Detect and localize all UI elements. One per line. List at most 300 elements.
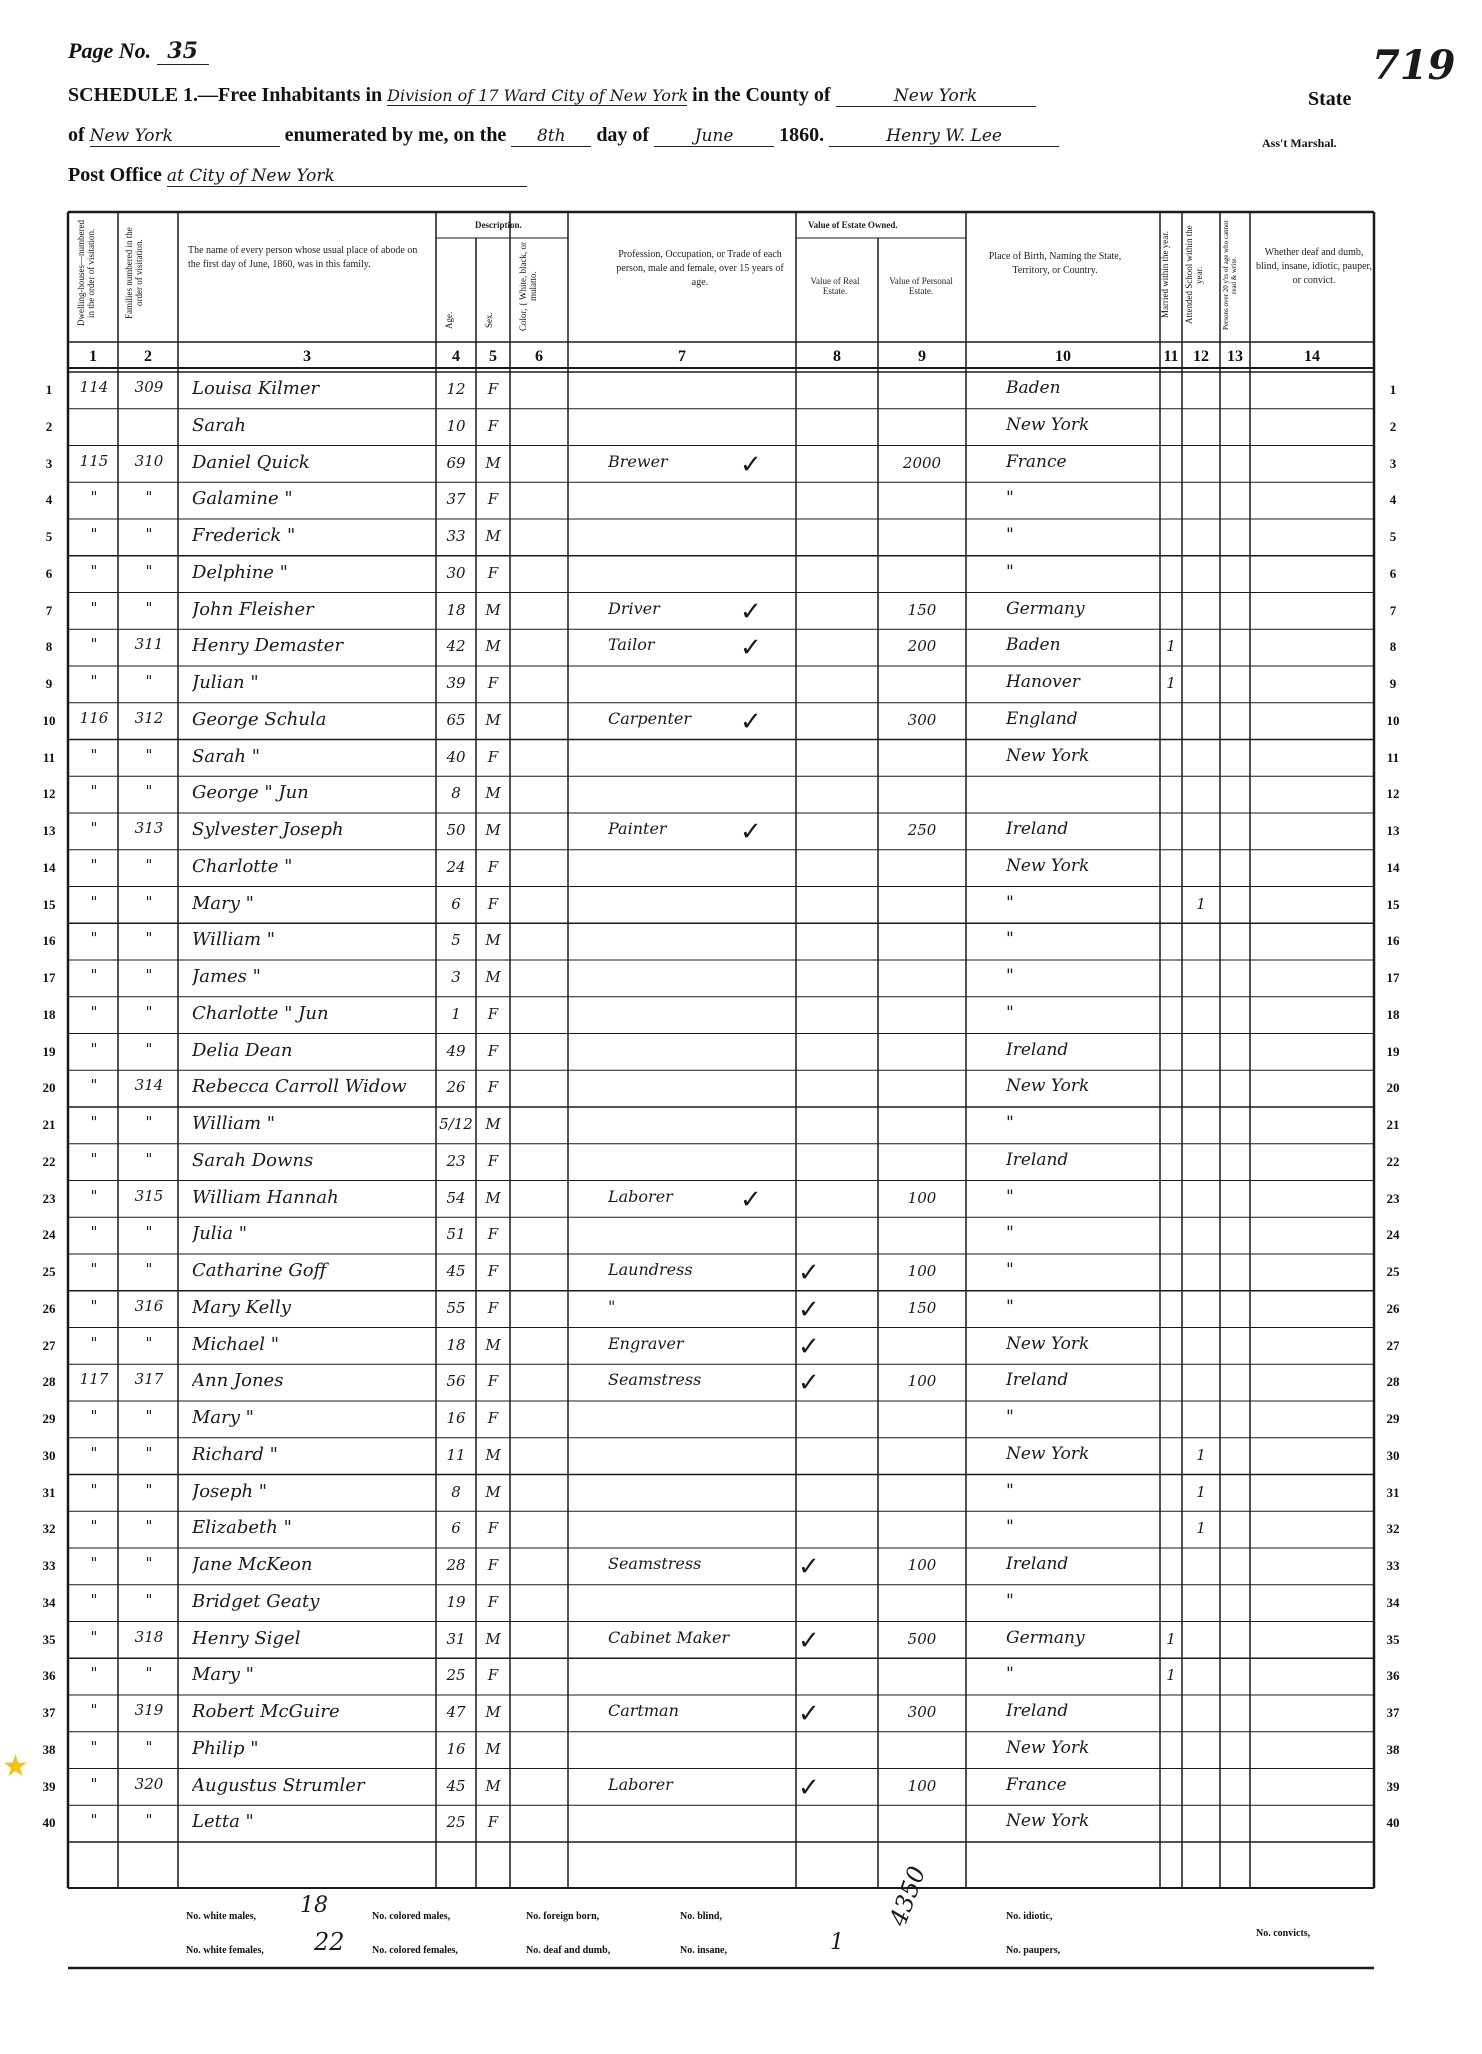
place-of-birth: Ireland	[1006, 1370, 1069, 1391]
occupation: Cabinet Maker	[608, 1627, 730, 1647]
dwelling-number: 114	[79, 378, 109, 396]
age: 30	[446, 563, 466, 582]
place-of-birth: England	[1006, 708, 1078, 729]
sex: M	[485, 931, 501, 950]
place-of-birth: "	[1006, 1002, 1014, 1023]
sex: F	[487, 1519, 499, 1538]
dwelling-number: "	[90, 561, 98, 580]
place-of-birth: "	[1006, 1260, 1014, 1280]
sex: F	[487, 1041, 499, 1060]
tally-check-icon: ✓	[740, 1184, 762, 1215]
column-number: 9	[918, 348, 926, 365]
place-of-birth: "	[1006, 1407, 1014, 1427]
row-number-right: 10	[1386, 712, 1400, 728]
dwelling-number: "	[90, 966, 98, 984]
personal-estate-value: 2000	[902, 453, 942, 472]
age: 50	[446, 821, 466, 839]
married-within-year: 1	[1166, 637, 1176, 656]
col-1-header: Dwelling-houses—numbered in the order of visitation.	[76, 220, 96, 326]
estate-header: Value of Estate Owned.	[808, 220, 898, 230]
row-number-left: 30	[42, 1447, 56, 1463]
column-number: 6	[535, 348, 543, 365]
dwelling-number: "	[90, 598, 98, 617]
age: 16	[446, 1409, 466, 1427]
age: 18	[446, 1335, 466, 1354]
personal-estate-value: 100	[907, 1262, 937, 1280]
dwelling-number: "	[90, 1186, 98, 1205]
age: 1	[451, 1004, 461, 1023]
person-name: Delphine "	[192, 561, 288, 583]
tally-check-icon: ✓	[740, 449, 762, 480]
family-number: 318	[134, 1627, 164, 1646]
age: 33	[446, 527, 466, 545]
row-number-right: 17	[1386, 970, 1400, 985]
family-number: "	[145, 1002, 153, 1021]
place-of-birth: "	[1006, 1186, 1014, 1207]
family-number: 319	[134, 1701, 164, 1719]
dwelling-number: "	[90, 1002, 98, 1021]
row-number-left: 25	[42, 1264, 56, 1279]
tally-check-icon: ✓	[740, 596, 762, 627]
sex: F	[487, 1078, 499, 1097]
place-of-birth: "	[1006, 929, 1014, 950]
person-name: John Fleisher	[192, 598, 314, 620]
sex: M	[485, 1776, 501, 1795]
age: 31	[446, 1629, 466, 1648]
row-number-left: 27	[42, 1337, 56, 1353]
family-number: "	[145, 1737, 153, 1756]
white-females-label: No. white females,	[186, 1945, 264, 1956]
col-14-header: Whether deaf and dumb, blind, insane, idiotic, pauper, or convict.	[1256, 247, 1372, 286]
occupation: Laborer	[608, 1186, 673, 1206]
age: 65	[446, 710, 466, 729]
deaf-dumb-label: No. deaf and dumb,	[526, 1945, 611, 1956]
dwelling-number: "	[90, 635, 98, 654]
page-label: Page No. 35	[68, 38, 209, 65]
family-number: "	[145, 966, 153, 984]
row-number-right: 33	[1386, 1558, 1400, 1573]
schedule-title-line: SCHEDULE 1.—Free Inhabitants in Division of 17 Ward City of New York in the County of New York	[68, 84, 1036, 107]
place-of-birth: "	[1006, 1296, 1014, 1317]
family-number: "	[145, 1149, 153, 1168]
row-number-left: 9	[45, 676, 53, 691]
col-11-header: Married within the year.	[1160, 231, 1170, 319]
row-number-right: 2	[1389, 418, 1397, 434]
col-8-header: Value of Real Estate.	[810, 276, 860, 296]
age: 11	[446, 1445, 466, 1464]
dwelling-number: "	[90, 1039, 98, 1058]
dwelling-number: "	[90, 1113, 98, 1131]
occupation: "	[608, 1296, 616, 1316]
sex: M	[485, 1115, 501, 1133]
sex: F	[487, 747, 499, 766]
family-number: "	[145, 525, 153, 543]
person-name: Augustus Strumler	[192, 1774, 365, 1796]
row-number-left: 16	[42, 933, 56, 949]
age: 19	[446, 1592, 466, 1611]
family-number: 312	[134, 708, 164, 727]
person-name: Julian "	[192, 672, 259, 693]
sex: F	[487, 1262, 499, 1280]
person-name: Henry Sigel	[192, 1627, 301, 1649]
row-number-left: 32	[42, 1521, 56, 1537]
place-of-birth: France	[1006, 451, 1067, 472]
col-3-header: The name of every person whose usual place of abode on the first day of June, 1860, was in this family.	[188, 245, 418, 270]
family-number: "	[145, 1590, 153, 1609]
col-7-header: Profession, Occupation, or Trade of each person, male and female, over 15 years of age.	[616, 249, 784, 288]
idiotic-label: No. idiotic,	[1006, 1911, 1053, 1922]
row-number-right: 23	[1386, 1190, 1400, 1206]
row-number-left: 37	[42, 1705, 56, 1720]
place-of-birth: New York	[1006, 1811, 1090, 1832]
occupation: Laundress	[608, 1260, 693, 1279]
family-number: "	[145, 782, 153, 801]
person-name: Jane McKeon	[192, 1554, 313, 1575]
row-number-left: 39	[42, 1778, 56, 1794]
sex: M	[485, 1445, 501, 1464]
person-name: Charlotte "	[192, 855, 293, 877]
attended-school: 1	[1196, 1482, 1206, 1501]
sex: M	[485, 600, 501, 619]
family-number: 315	[134, 1186, 164, 1205]
family-number: 309	[134, 378, 164, 396]
person-name: Robert McGuire	[192, 1701, 340, 1722]
post-office-line: Post Office at City of New York	[68, 164, 527, 187]
row-number-right: 35	[1386, 1631, 1400, 1647]
person-name: Julia "	[192, 1223, 248, 1245]
person-name: Rebecca Carroll Widow	[192, 1076, 407, 1098]
dwelling-number: 116	[79, 708, 109, 727]
row-number-right: 7	[1389, 602, 1397, 618]
person-name: Galamine "	[192, 488, 293, 510]
family-number: "	[145, 929, 153, 948]
family-number: 313	[134, 819, 164, 837]
tally-check-icon: ✓	[798, 1699, 820, 1729]
age: 5	[451, 931, 461, 950]
tally-check-icon: ✓	[798, 1368, 820, 1399]
sex: F	[487, 1592, 499, 1611]
row-number-right: 34	[1386, 1594, 1400, 1610]
sex: M	[485, 1629, 501, 1648]
person-name: William "	[192, 929, 276, 951]
person-name: Ann Jones	[192, 1370, 284, 1392]
row-number-left: 19	[42, 1043, 56, 1059]
person-name: Henry Demaster	[192, 635, 344, 657]
sex: F	[487, 490, 499, 509]
row-number-right: 16	[1386, 933, 1400, 949]
colored-females-label: No. colored females,	[372, 1945, 458, 1956]
row-number-left: 33	[42, 1558, 56, 1573]
sex: M	[485, 710, 501, 729]
family-number: "	[145, 1407, 153, 1425]
col-4-header: Age.	[444, 311, 454, 329]
dwelling-number: "	[90, 745, 98, 764]
row-number-left: 21	[42, 1117, 56, 1132]
place-of-birth: Ireland	[1006, 819, 1069, 839]
blind-label: No. blind,	[680, 1911, 722, 1922]
family-number: "	[145, 1664, 153, 1683]
person-name: Mary "	[192, 1664, 254, 1686]
sex: M	[485, 1703, 501, 1721]
family-number: 317	[134, 1370, 164, 1389]
person-name: Sylvester Joseph	[192, 819, 344, 840]
dwelling-number: "	[90, 488, 98, 507]
sex: F	[487, 1666, 499, 1685]
tally-check-icon: ✓	[798, 1294, 820, 1325]
marshal-field: Henry W. Lee	[829, 126, 1059, 147]
married-within-year: 1	[1166, 674, 1176, 692]
row-number-left: 40	[42, 1815, 56, 1831]
place-of-birth: New York	[1006, 1333, 1090, 1354]
sex: F	[487, 894, 499, 913]
column-number: 8	[833, 348, 841, 365]
tally-check-icon: ✓	[740, 633, 762, 664]
age: 24	[446, 857, 466, 876]
row-number-left: 38	[42, 1741, 56, 1757]
sex: F	[487, 380, 499, 398]
age: 8	[451, 784, 461, 803]
sex: F	[487, 1409, 499, 1427]
married-within-year: 1	[1166, 1629, 1176, 1648]
dwelling-number: "	[90, 1590, 98, 1609]
family-number: "	[145, 892, 153, 911]
row-number-left: 14	[42, 859, 56, 875]
sex: F	[487, 563, 499, 582]
age: 10	[446, 416, 466, 435]
age: 45	[446, 1776, 466, 1795]
dwelling-number: "	[90, 1260, 98, 1278]
row-number-left: 3	[45, 455, 53, 471]
family-number: "	[145, 1039, 153, 1058]
col-6-header: Color, { White, black, or mulatto.	[518, 241, 538, 331]
tally-check-icon: ✓	[798, 1331, 820, 1362]
row-number-right: 40	[1386, 1815, 1400, 1831]
dwelling-number: "	[90, 1627, 98, 1646]
person-name: Elizabeth "	[192, 1517, 292, 1539]
place-of-birth: "	[1006, 525, 1014, 545]
age: 26	[446, 1078, 466, 1097]
row-number-right: 24	[1386, 1227, 1400, 1243]
row-number-left: 28	[42, 1374, 56, 1390]
person-name: James "	[192, 966, 261, 987]
sex: M	[485, 1335, 501, 1354]
age: 37	[446, 490, 466, 509]
family-number: "	[145, 855, 153, 874]
county-field: New York	[836, 86, 1036, 107]
col-10-header: Place of Birth, Naming the State, Territory, or Country.	[988, 251, 1122, 276]
personal-estate-value: 150	[907, 600, 937, 619]
person-name: Sarah	[192, 414, 246, 436]
age: 42	[446, 637, 466, 656]
age: 69	[446, 453, 466, 472]
family-number: 310	[134, 451, 164, 470]
sex: F	[487, 1813, 499, 1832]
place-of-birth: "	[1006, 1223, 1014, 1244]
row-number-left: 17	[42, 970, 56, 985]
description-header: Description.	[475, 220, 522, 230]
tally-check-icon: ✓	[740, 817, 762, 847]
row-number-right: 27	[1386, 1337, 1400, 1353]
state-field: New York	[90, 126, 280, 147]
age: 25	[446, 1666, 466, 1685]
sex: F	[487, 1225, 499, 1244]
person-name: Sarah Downs	[192, 1149, 314, 1171]
place-of-birth: Germany	[1006, 1627, 1085, 1648]
row-number-left: 7	[45, 602, 53, 618]
convicts-label: No. convicts,	[1256, 1928, 1311, 1939]
place-of-birth: Ireland	[1006, 1039, 1069, 1060]
occupation: Engraver	[608, 1333, 684, 1353]
page-number: 35	[157, 38, 209, 65]
family-number: "	[145, 1113, 153, 1131]
tally-check-icon: ✓	[798, 1772, 820, 1803]
place-of-birth: Hanover	[1006, 672, 1080, 692]
age: 6	[451, 894, 461, 913]
row-number-right: 29	[1386, 1411, 1400, 1426]
age: 3	[451, 968, 461, 986]
place-of-birth: "	[1006, 966, 1014, 986]
place-of-birth: "	[1006, 892, 1014, 913]
sex: M	[485, 784, 501, 803]
row-number-right: 38	[1386, 1741, 1400, 1757]
personal-estate-value: 300	[907, 1703, 937, 1721]
occupation: Driver	[608, 598, 660, 618]
column-number: 4	[452, 348, 460, 365]
dwelling-number: "	[90, 819, 98, 837]
column-number: 14	[1304, 348, 1320, 365]
column-number: 7	[678, 348, 686, 365]
sex: M	[485, 968, 501, 986]
dwelling-number: 117	[79, 1370, 109, 1389]
place-of-birth: New York	[1006, 855, 1090, 876]
family-number: "	[145, 1811, 153, 1830]
day-field: 8th	[511, 126, 591, 147]
row-number-right: 37	[1386, 1705, 1400, 1720]
place-of-birth: "	[1006, 488, 1014, 509]
row-number-right: 9	[1389, 676, 1397, 691]
row-number-left: 10	[42, 712, 56, 728]
white-females-value: 22	[314, 1928, 345, 1956]
age: 16	[446, 1739, 466, 1758]
place-of-birth: "	[1006, 1590, 1014, 1611]
dwelling-number: "	[90, 1737, 98, 1756]
place-of-birth: Ireland	[1006, 1149, 1069, 1170]
row-number-right: 15	[1386, 896, 1400, 912]
row-number-left: 6	[45, 565, 53, 581]
column-number: 3	[303, 348, 311, 365]
row-number-left: 24	[42, 1227, 56, 1243]
colored-males-label: No. colored males,	[372, 1911, 451, 1922]
row-number-right: 8	[1389, 639, 1397, 655]
white-males-label: No. white males,	[186, 1911, 256, 1922]
column-number: 12	[1193, 348, 1209, 365]
sex: F	[487, 1556, 499, 1574]
person-name: George Schula	[192, 708, 327, 730]
family-number: "	[145, 745, 153, 764]
row-number-left: 35	[42, 1631, 56, 1647]
person-name: Frederick "	[192, 525, 296, 546]
row-number-right: 4	[1389, 492, 1397, 508]
dwelling-number: 115	[79, 451, 109, 470]
age: 40	[446, 747, 466, 766]
age: 39	[446, 674, 466, 692]
personal-estate-value: 200	[907, 637, 937, 656]
white-males-value: 18	[300, 1893, 328, 1918]
family-number: "	[145, 1260, 153, 1278]
col-13-header: Persons over 20 y'rs of age who cannot read & write.	[1222, 220, 1238, 330]
person-name: Delia Dean	[192, 1039, 293, 1061]
row-number-right: 22	[1386, 1153, 1400, 1169]
column-number: 13	[1227, 348, 1243, 365]
row-number-right: 18	[1386, 1006, 1400, 1022]
column-number: 11	[1163, 348, 1179, 365]
column-number: 1	[89, 348, 97, 365]
dwelling-number: "	[90, 1407, 98, 1425]
age: 54	[446, 1188, 466, 1207]
sex: M	[485, 1188, 501, 1207]
row-number-right: 32	[1386, 1521, 1400, 1537]
dwelling-number: "	[90, 1517, 98, 1536]
person-name: Richard "	[192, 1443, 278, 1465]
place-of-birth: Ireland	[1006, 1701, 1069, 1721]
age: 55	[446, 1298, 466, 1317]
occupation: Carpenter	[608, 708, 691, 728]
dwelling-number: "	[90, 1296, 98, 1315]
row-number-right: 39	[1386, 1778, 1400, 1794]
sex: M	[485, 821, 501, 839]
person-name: Mary "	[192, 1407, 254, 1428]
row-number-right: 26	[1386, 1300, 1400, 1316]
person-name: Michael "	[192, 1333, 280, 1355]
row-number-right: 21	[1386, 1117, 1400, 1132]
place-of-birth: "	[1006, 1113, 1014, 1133]
dwelling-number: "	[90, 892, 98, 911]
row-number-right: 11	[1386, 749, 1400, 765]
family-number: "	[145, 561, 153, 580]
row-number-left: 31	[42, 1484, 56, 1500]
place-of-birth: "	[1006, 1517, 1014, 1538]
dwelling-number: "	[90, 1223, 98, 1242]
row-number-right: 5	[1389, 529, 1397, 544]
age: 45	[446, 1262, 466, 1280]
occupation: Seamstress	[608, 1554, 702, 1573]
personal-estate-value: 100	[907, 1556, 937, 1574]
row-number-right: 31	[1386, 1484, 1400, 1500]
family-number: "	[145, 1443, 153, 1462]
age: 23	[446, 1151, 466, 1170]
column-number: 10	[1055, 348, 1071, 365]
sex: F	[487, 1004, 499, 1023]
row-number-right: 6	[1389, 565, 1397, 581]
row-number-left: 26	[42, 1300, 56, 1316]
person-name: Letta "	[192, 1811, 254, 1833]
age: 56	[446, 1372, 466, 1391]
row-number-left: 2	[45, 418, 53, 434]
row-number-right: 14	[1386, 859, 1400, 875]
col-9-header: Value of Personal Estate.	[889, 276, 953, 296]
family-number: "	[145, 488, 153, 507]
married-within-year: 1	[1166, 1666, 1176, 1685]
state-label: State	[1308, 88, 1352, 110]
age: 18	[446, 600, 466, 619]
row-number-left: 18	[42, 1006, 56, 1022]
sex: F	[487, 674, 499, 692]
page-stamp: 719	[1372, 42, 1456, 89]
place-of-birth: Baden	[1006, 378, 1061, 398]
row-number-left: 8	[45, 639, 53, 655]
column-number: 5	[489, 348, 497, 365]
real-estate-total: 1	[830, 1930, 844, 1955]
